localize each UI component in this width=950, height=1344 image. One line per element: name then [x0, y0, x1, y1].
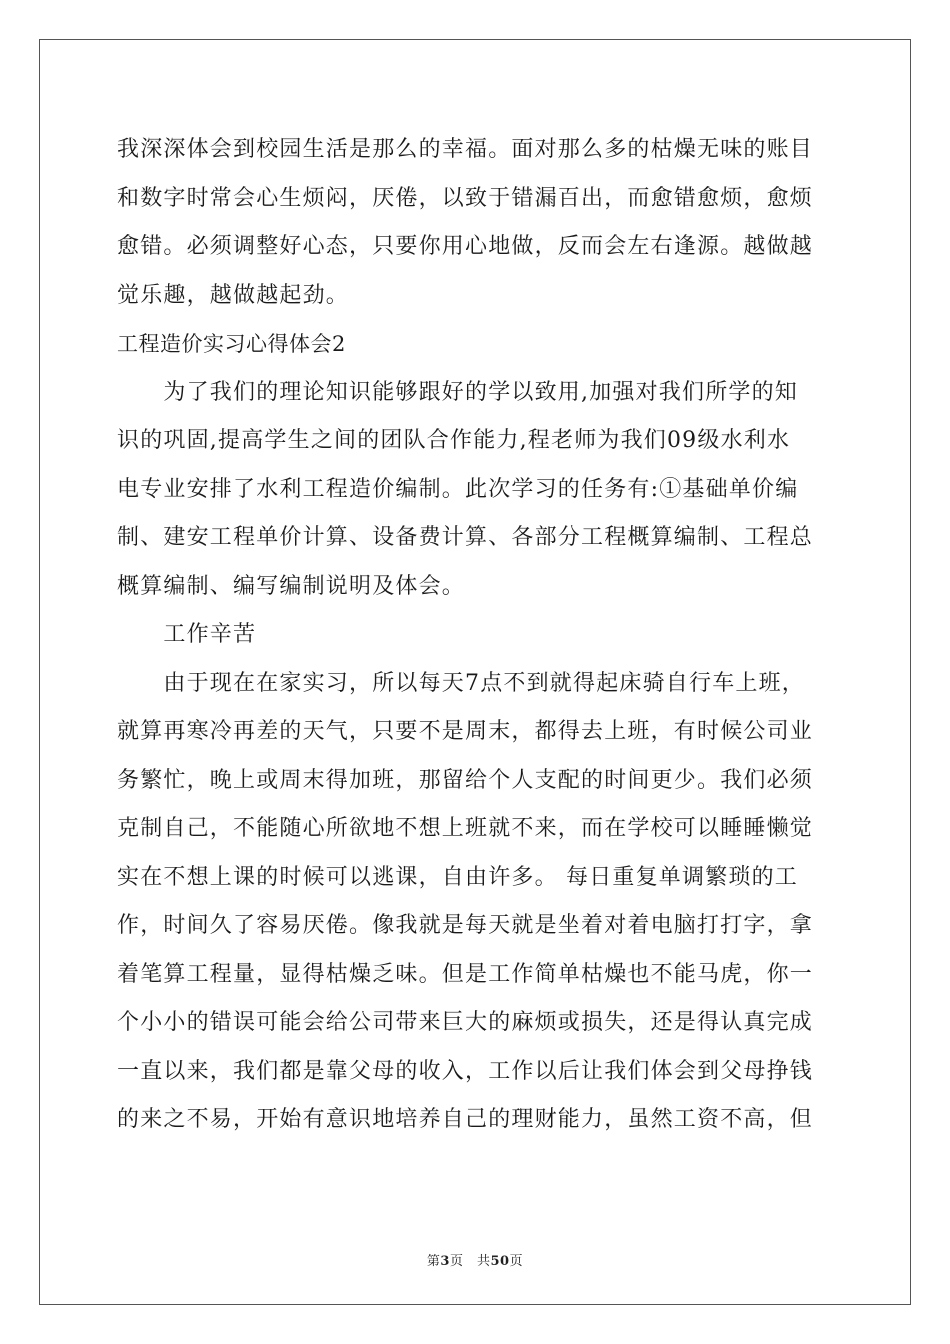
text-line: 为了我们的理论知识能够跟好的学以致用,加强对我们所学的知: [117, 379, 798, 405]
section-heading: 工程造价实习心得体会2: [117, 332, 346, 356]
text-line: 制、建安工程单价计算、设备费计算、各部分工程概算编制、工程总: [117, 525, 814, 550]
text-line: 觉乐趣，越做越起劲。: [117, 282, 350, 308]
page-footer: [0, 1250, 950, 1269]
text-line: 克制自己，不能随心所欲地不想上班就不来，而在学校可以睡睡懒觉: [117, 816, 814, 841]
text-line: 由于现在在家实习，所以每天7点不到就得起床骑自行车上班，: [117, 670, 805, 696]
document-body: [117, 126, 837, 1145]
footer-suffix: 页: [509, 1254, 524, 1269]
footer-middle: 页 共: [449, 1254, 491, 1269]
text-line: 一直以来，我们都是靠父母的收入，工作以后让我们体会到父母挣钱: [117, 1058, 814, 1084]
text-line: 愈错。必须调整好心态，只要你用心地做，反而会左右逢源。越做越: [117, 234, 814, 259]
text-line: 实在不想上课的时候可以逃课，自由许多。 每日重复单调繁琐的工: [117, 864, 798, 890]
text-line: 就算再寒冷再差的天气，只要不是周末，都得去上班，有时候公司业: [117, 719, 814, 744]
text-line: 作，时间久了容易厌倦。像我就是每天就是坐着对着电脑打打字，拿: [117, 913, 814, 938]
text-line: 电专业安排了水利工程造价编制。此次学习的任务有:①基础单价编: [117, 476, 799, 502]
text-line: 概算编制、编写编制说明及体会。: [117, 573, 466, 599]
footer-prefix: 第: [426, 1254, 441, 1269]
text-line: 和数字时常会心生烦闷，厌倦，以致于错漏百出，而愈错愈烦，愈烦: [117, 185, 814, 211]
subheading: 工作辛苦: [117, 622, 257, 647]
text-line: 着笔算工程量，显得枯燥乏味。但是工作简单枯燥也不能马虎，你一: [117, 961, 814, 987]
text-line: 的来之不易，开始有意识地培养自己的理财能力，虽然工资不高，但: [117, 1107, 814, 1132]
total-page-number: 50: [490, 1254, 510, 1269]
text-line: 务繁忙，晚上或周末得加班，那留给个人支配的时间更少。我们必须: [117, 767, 814, 793]
text-line: 我深深体会到校园生活是那么的幸福。面对那么多的枯燥无味的账目: [117, 137, 814, 162]
current-page-number: 3: [440, 1254, 450, 1269]
text-line: 个小小的错误可能会给公司带来巨大的麻烦或损失，还是得认真完成: [117, 1010, 814, 1035]
text-line: 识的巩固,提高学生之间的团队合作能力,程老师为我们09级水利水: [117, 428, 791, 453]
